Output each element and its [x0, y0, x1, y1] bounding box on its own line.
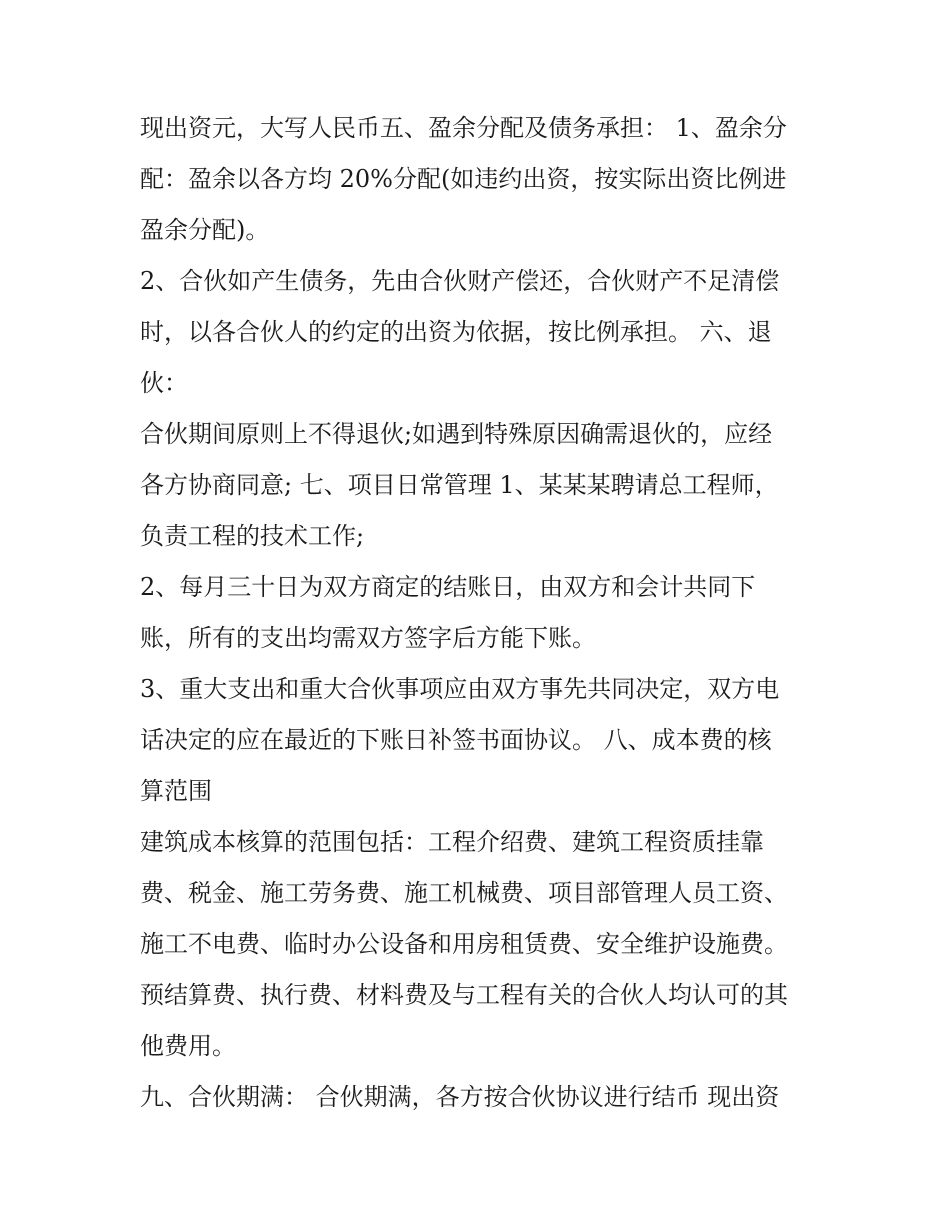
document-body: [140, 103, 830, 1123]
text-line: 施工不电费、临时办公设备和用房租赁费、安全维护设施费。: [140, 930, 788, 958]
text-line: 费、税金、施工劳务费、施工机械费、项目部管理人员工资、: [140, 879, 788, 907]
text-line: 算范围: [140, 777, 212, 805]
text-line: 合伙期间原则上不得退伙;如遇到特殊原因确需退伙的，应经: [140, 420, 773, 448]
text-line: 账，所有的支出均需双方签字后方能下账。: [140, 624, 596, 652]
text-line: 九、合伙期满： 合伙期满，各方按合伙协议进行结币 现出资: [140, 1083, 780, 1111]
text-line: 现出资元，大写人民币五、盈余分配及债务承担： 1、盈余分: [140, 114, 787, 142]
text-line: 话决定的应在最近的下账日补签书面协议。 八、成本费的核: [140, 726, 772, 754]
text-line: 2、合伙如产生债务，先由合伙财产偿还，合伙财产不足清偿: [140, 267, 780, 295]
text-line: 建筑成本核算的范围包括：工程介绍费、建筑工程资质挂靠: [140, 828, 764, 856]
text-line: 负责工程的技术工作;: [140, 522, 365, 550]
text-line: 盈余分配)。: [140, 216, 270, 244]
text-line: 预结算费、执行费、材料费及与工程有关的合伙人均认可的其: [140, 981, 788, 1009]
text-line: 各方协商同意; 七、项目日常管理 1、某某某聘请总工程师，: [140, 471, 779, 499]
text-line: 他费用。: [140, 1032, 236, 1060]
text-line: 时，以各合伙人的约定的出资为依据，按比例承担。 六、退: [140, 318, 772, 346]
text-line: 配：盈余以各方均 20%分配(如违约出资，按实际出资比例进: [140, 165, 787, 193]
text-line: 2、每月三十日为双方商定的结账日，由双方和会计共同下: [140, 573, 756, 601]
text-line: 伙：: [140, 369, 188, 397]
text-line: 3、重大支出和重大合伙事项应由双方事先共同决定，双方电: [140, 675, 780, 703]
